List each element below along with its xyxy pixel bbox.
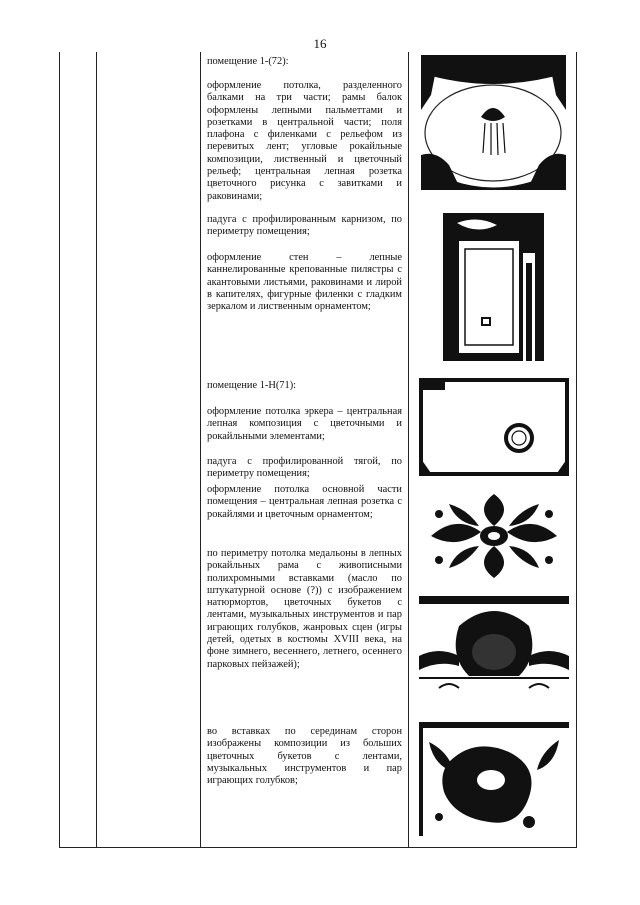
room-72-cornice-text: падуга с профилированным карнизом, по периметру помещения; xyxy=(207,214,402,238)
photo-bay-ceiling-room-71 xyxy=(419,378,569,476)
room-72-title: помещение 1-(72): xyxy=(207,56,289,67)
table-border-left xyxy=(59,52,60,847)
table-border-col2 xyxy=(200,52,201,847)
room-71-main-ceiling-text: оформление потолка основной части помещения – центральная лепная розетка с рокайлями и цветочным орнаментом; xyxy=(207,484,402,520)
photo-ceiling-room-72 xyxy=(421,55,566,190)
table-border-col3 xyxy=(408,52,409,847)
photo-walls-room-72 xyxy=(443,213,544,361)
page-number: 16 xyxy=(313,36,327,51)
room-71-cornice-text: падуга с профилированной тягой, по периметру помещения; xyxy=(207,456,402,480)
room-71-bay-ceiling-text: оформление потолка эркера – центральная лепная композиция с цветочными и рокайльными элементами; xyxy=(207,406,402,442)
room-71-inserts-text: во вставках по серединам сторон изображены композиции из больших цветочных букетов с лентами, музыкальных инструментов и пар играющих голубков; xyxy=(207,726,402,787)
table-border-col1 xyxy=(96,52,97,847)
room-71-medallions-text: по периметру потолка медальоны в лепных рокайльных рама с живописными полихромными вставками (масло по штукатурной основе (?)) с изображением натюрмортов, цветочных букетов с лентами, музыкальных инструментов и пар играющих голубков, жанровых сцен (игры детей, одетых в костюмы XVIII века, на фоне зимнего, весеннего, летнего, осеннего парковых пейзажей); xyxy=(207,548,402,670)
room-71-title: помещение 1-Н(71): xyxy=(207,380,297,391)
room-72-ceiling-text: оформление потолка, разделенного балками на три части; рамы балок оформлены лепными пальметтами и розетками в центральной части; поля плафона с филенками с рельефом из перевитых лент; угловые рокайльные композиции, лиственный и цветочный рельеф; центральная лепная розетка цветочного рисунка с завитками и раковинами; xyxy=(207,80,402,202)
table-border-right xyxy=(576,52,577,847)
photo-medallion-room-71 xyxy=(419,596,569,700)
table-border-bottom xyxy=(59,847,577,848)
photo-ceiling-rosette-room-71 xyxy=(419,484,569,588)
photo-insert-room-71 xyxy=(419,722,569,836)
room-72-walls-text: оформление стен – лепные каннелированные крепованные пилястры с акантовыми листьями, раковинами и лирой в капителях, фигурные филенки с гладким зеркалом и лиственным орнаментом; xyxy=(207,252,402,313)
